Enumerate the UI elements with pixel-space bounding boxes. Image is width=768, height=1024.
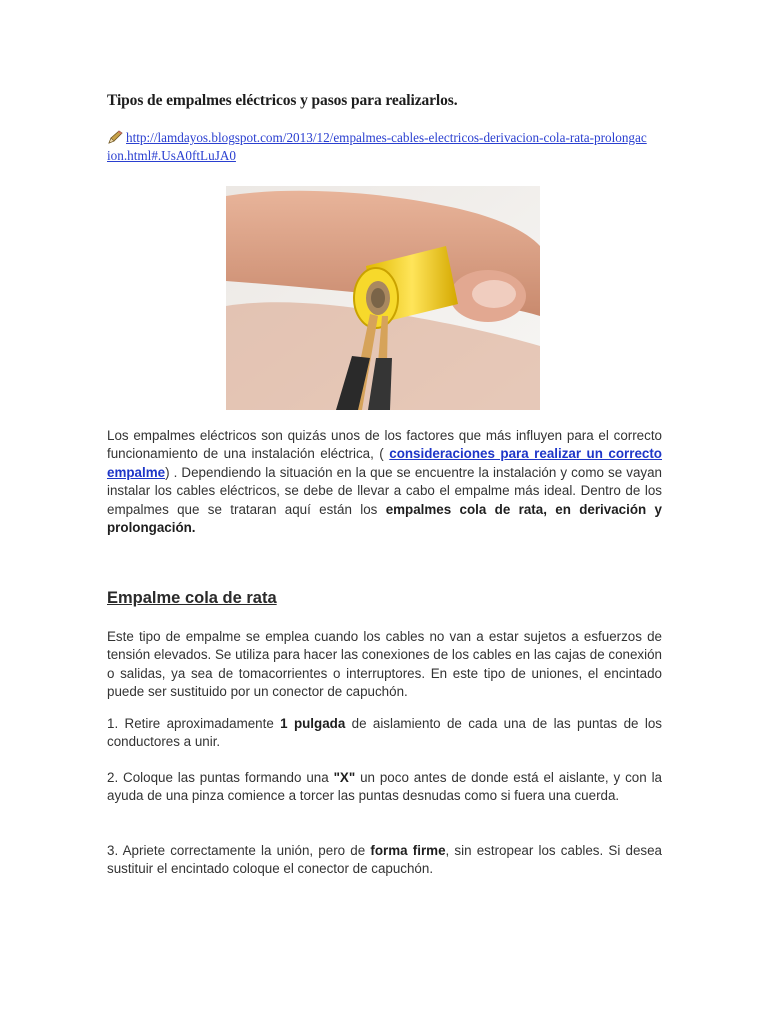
page-title: Tipos de empalmes eléctricos y pasos para realizarlos. [107, 92, 458, 109]
intro-text-2: ) . Dependiendo la situación en la que se encuentre la instalación y como se vayan instalar los cables eléctricos, se debe de llevar a cabo el empalme más ideal. Dentro de los empalmes que se trataran aquí están los [107, 464, 662, 517]
source-url-link[interactable]: http://lamdayos.blogspot.com/2013/12/empalmes-cables-electricos-derivacion-cola-rata-prolongacion.html#.UsA0ftLuJA0 [107, 130, 647, 163]
description-paragraph: Este tipo de empalme se emplea cuando los cables no van a estar sujetos a esfuerzos de tensión elevados. Se utiliza para hacer las conexiones de los cables en las cajas de conexión o salidas, ya sea de tomacorrientes o interruptores. En este tipo de uniones, el encintado puede ser sustituido por un conector de capuchón. [107, 629, 662, 700]
section-heading: Empalme cola de rata [107, 589, 277, 607]
source-link-line [107, 129, 647, 165]
intro-text-1: Los empalmes eléctricos son quizás unos de los factores que más influyen para el correcto funcionamiento de una instalación eléctrica, ( [107, 428, 662, 462]
considerations-link[interactable]: consideraciones para realizar un correcto empalme [107, 446, 662, 480]
step-2 [107, 769, 662, 806]
intro-paragraph [107, 427, 662, 537]
pencil-icon [107, 130, 123, 144]
step-1-text-c: de aislamiento de cada una de las puntas de los conductores a unir. [107, 716, 662, 750]
step-2-text-a: 2. Coloque las puntas formando una [107, 770, 334, 785]
step-1-text-a: 1. Retire aproximadamente [107, 716, 281, 731]
wire-connector-photo [226, 186, 540, 410]
step-3-text-a: 3. Apriete correctamente la unión, pero de [107, 843, 371, 858]
intro-bold: empalmes cola de rata, en derivación y prolongación. [107, 501, 662, 536]
step-3 [107, 842, 662, 879]
step-1 [107, 715, 662, 752]
photo-illustration [226, 186, 540, 410]
step-3-bold: forma firme [370, 843, 446, 858]
step-3-text-c: , sin estropear los cables. Si desea sustituir el encintado coloque el conector de capuchón. [107, 843, 662, 877]
step-1-bold: 1 pulgada [280, 716, 346, 731]
step-2-bold: "X" [333, 770, 356, 785]
step-2-text-c: un poco antes de donde está el aislante, y con la ayuda de una pinza comience a torcer las puntas desnudas como si fuera una cuerda. [107, 770, 663, 804]
